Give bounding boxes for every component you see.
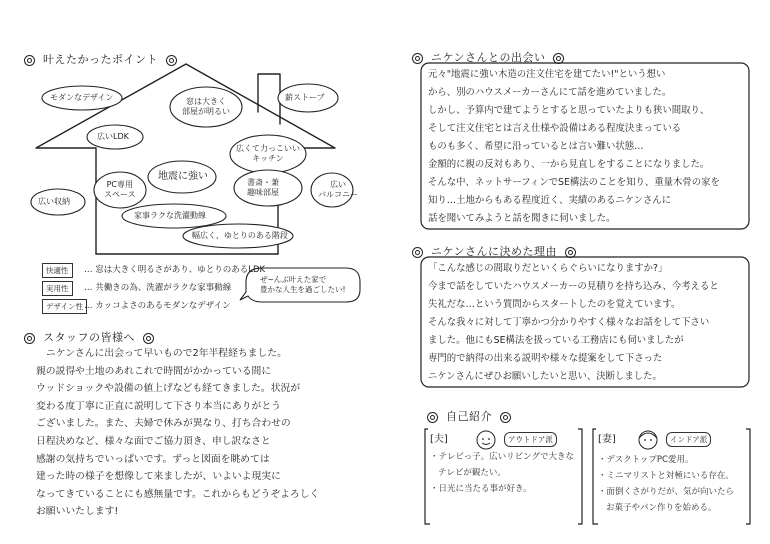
wife-label: [妻] (598, 434, 616, 445)
spiral-icon (143, 333, 154, 344)
wife-line: ・デスクトップPC愛用。 (598, 455, 694, 465)
tag-comfort: 快適性 (42, 263, 73, 278)
spiral-icon (500, 412, 511, 423)
meeting-line: そして注文住宅とは言え仕様や設備はある程度決まっている (428, 123, 682, 134)
bubble-stairs: 幅広く、ゆとりのある階段 (192, 231, 288, 240)
reason-title-text: ニケンさんに決めた理由 (431, 245, 557, 258)
reason-line: ました。他にもSE構法を扱っている工務店にも伺いましたが (428, 335, 684, 346)
wife-line: ・面倒くさがりだが、気が向いたら (598, 487, 735, 497)
staff-line: ございました。また、夫婦で休みが異なり、打ち合わせの (36, 418, 291, 430)
tag-design: デザイン性 (42, 299, 87, 314)
meeting-line: ものも多く、希望に沿っているとは言い難い状態… (428, 141, 644, 152)
bubble-storage: 広い収納 (38, 197, 70, 206)
bubble-balcony: 広い バルコニー (318, 180, 358, 199)
intro-title-text: 自己紹介 (446, 410, 492, 423)
meeting-line: しかし、予算内で建てようとすると思っていたよりも狭い間取り、 (428, 105, 710, 116)
bubble-study: 書斎・兼 趣味部屋 (247, 178, 279, 197)
husband-lines (430, 449, 574, 497)
bubble-kitchen: 広くて力っこいい キッチン (236, 144, 300, 163)
staff-line: お願いいたします! (36, 506, 119, 518)
wishes-title-text: 叶えたかったポイント (43, 53, 158, 66)
reason-text (428, 260, 744, 386)
bubble-large-ldk: 広いLDK (97, 132, 129, 141)
staff-line: 建った時の様子を想像して来ましたが、いよいよ現実に (36, 471, 281, 483)
legend-practical: … 共働きの為、洗濯がラクな家事動線 (84, 283, 232, 293)
staff-line: ニケンさんに出会って早いもので2年半程経ちました。 (46, 348, 287, 359)
husband-label: [夫] (430, 434, 448, 445)
bubble-bright-windows: 窓は大きく 部屋が明るい (182, 97, 230, 116)
wife-line: ・ミニマリストと対極にいる存在。 (598, 471, 734, 481)
bubble-pc-space: PC専用 スペース (104, 180, 136, 199)
staff-line: ウッドショックや設備の値上げなども経てきました。状況が (36, 383, 301, 395)
staff-line: 感謝の気持ちでいっぱいです。ずっと図面を眺めては (36, 453, 270, 465)
meeting-line: 知り…土地からもある程度近く、実績のあるニケンさんに (428, 195, 672, 206)
bubble-wood-stove: 薪ストーブ (285, 93, 325, 102)
section-title-intro (427, 408, 511, 424)
reason-line: 専門的で納得の出来る説明や様々な提案をして下さった (428, 353, 663, 364)
meeting-line: から、別のハウスメーカーさんにて話を進めていました。 (428, 87, 672, 98)
staff-message (36, 345, 371, 521)
reason-line: 今まで話をしていたハウスメーカーの見積りを持ち込み、今考えると (428, 281, 719, 292)
husband-line: テレビが観たい。 (438, 468, 506, 478)
staff-line: 変わる度丁寧に正直に説明して下さり本当にありがとう (36, 400, 281, 412)
husband-type-tag: アウトドア派 (504, 432, 557, 447)
husband-line: ・日光に当たる事が好き。 (430, 484, 532, 494)
reason-line: ニケンさんにぜひお願いしたいと思い、決断しました。 (428, 371, 662, 382)
meeting-line: 話を聞いてみようと話を聞きに伺いました。 (428, 213, 616, 224)
section-title-staff (24, 329, 154, 345)
tag-practical: 実用性 (42, 281, 73, 296)
wife-lines (598, 452, 734, 516)
legend-comfort: … 窓は大きく明るさがあり、ゆとりのあるLDK (84, 265, 266, 275)
reason-line: そんな我々に対して丁寧かつ分かりやすく様々なお話をして下さい (428, 317, 710, 328)
wife-type-tag: インドア派 (666, 432, 711, 447)
bubble-modern-design: モダンなデザイン (50, 93, 114, 102)
reason-line: 「こんな感じの間取りだといくらぐらいになりますか?」 (428, 263, 668, 274)
meeting-line: 金額的に親の反対もあり、一から見直しをすることになりました。 (428, 159, 710, 170)
bubble-earthquake: 地震に強い (158, 171, 208, 182)
legend-design: … カッコよさのあるモダンなデザイン (84, 301, 231, 311)
staff-line: 親の説得や土地のあれこれで時間がかかっている間に (36, 365, 272, 377)
husband-line: ・テレビっ子。広いリビングで大きな (430, 452, 574, 462)
reason-line: 失礼だな…という質問からスタートしたのを覚えています。 (428, 299, 681, 310)
meeting-title-text: ニケンさんとの出会い (431, 51, 546, 64)
meeting-text (428, 66, 744, 228)
staff-title-text: スタッフの皆様へ (43, 331, 135, 344)
wife-line: お菓子やパン作りを始める。 (606, 503, 717, 513)
bubble-laundry: 家事ラクな洗濯動線 (134, 211, 206, 220)
meeting-line: 元々"地震に強い木造の注文住宅を建てたい!"という想い (428, 69, 666, 80)
staff-line: なってきていることにも感無量です。これからもどうぞよろしく (36, 488, 320, 500)
spiral-icon (24, 333, 35, 344)
spiral-icon (427, 412, 438, 423)
meeting-line: そんな中、ネットサーフィンでSE構法のことを知り、重量木骨の家を (428, 177, 720, 188)
speech-bubble-text: ぜ~んぶ叶えた家で 豊かな人生を過ごしたい! (260, 275, 346, 294)
staff-line: 日程決めなど、様々な面でご協力頂き、申し訳なさと (36, 435, 271, 447)
